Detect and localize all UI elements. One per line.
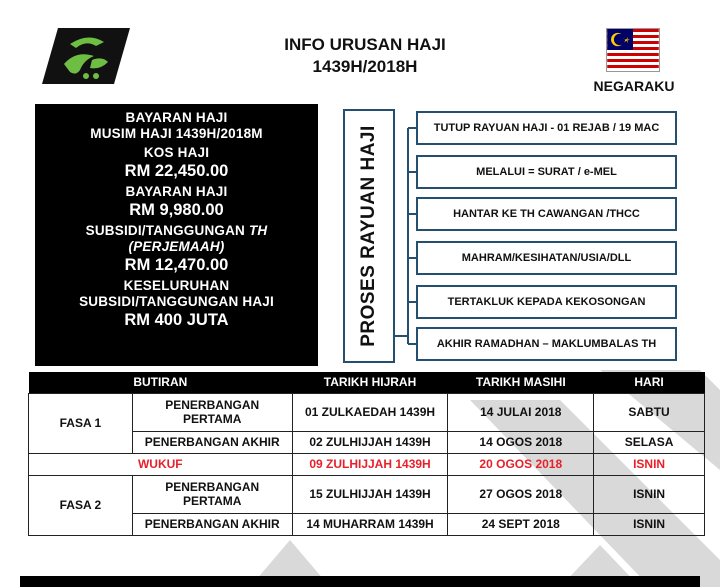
bayaran-haji-value: RM 9,980.00 <box>129 201 224 219</box>
row-4-item: PENERBANGAN PERTAMA <box>132 475 292 513</box>
fasa-2-label: FASA 2 <box>29 475 133 535</box>
subsidi-label <box>35 223 318 239</box>
bayaran-haji-label: BAYARAN HAJI <box>125 184 228 199</box>
table-row <box>29 475 705 513</box>
process-title: PROSES RAYUAN HAJI <box>358 125 379 347</box>
row-2-item: PENERBANGAN AKHIR <box>132 431 292 453</box>
page-title <box>220 34 510 78</box>
table-row <box>29 393 705 431</box>
title-line-2: 1439H/2018H <box>312 57 418 76</box>
process-step-4: MAHRAM/KESIHATAN/USIA/DLL <box>416 241 677 275</box>
summary-season: MUSIM HAJI 1439H/2018M <box>90 126 263 141</box>
subsidi-value: RM 12,470.00 <box>124 256 229 274</box>
schedule-table <box>28 372 705 536</box>
kos-haji-label: KOS HAJI <box>143 145 210 160</box>
process-step-6: AKHIR RAMADHAN – MAKLUMBALAS TH <box>416 327 677 361</box>
row-3-hijrah: 09 ZULHIJJAH 1439H <box>292 453 448 475</box>
row-4-hari: ISNIN <box>594 475 705 513</box>
header-tarikh-hijrah: TARIKH HIJRAH <box>292 372 448 393</box>
keseluruhan-value: RM 400 JUTA <box>124 311 229 329</box>
malaysia-flag-icon <box>606 28 660 72</box>
row-4-hijrah: 15 ZULHIJJAH 1439H <box>292 475 448 513</box>
row-1-item: PENERBANGAN PERTAMA <box>132 393 292 431</box>
keseluruhan-label-2: SUBSIDI/TANGGUNGAN HAJI <box>79 294 274 309</box>
header-tarikh-masihi: TARIKH MASIHI <box>448 372 594 393</box>
process-step-5: TERTAKLUK KEPADA KEKOSONGAN <box>416 285 677 319</box>
summary-heading: BAYARAN HAJI <box>125 110 228 125</box>
row-5-masihi: 24 SEPT 2018 <box>448 513 594 535</box>
keseluruhan-label-1: KESELURUHAN <box>123 278 230 293</box>
row-1-hari: SABTU <box>594 393 705 431</box>
header-butiran: BUTIRAN <box>29 372 293 393</box>
subsidi-label-text: SUBSIDI/TANGGUNGAN <box>85 223 245 238</box>
subsidi-label-2: (PERJEMAAH) <box>128 239 225 254</box>
row-3-masihi: 20 OGOS 2018 <box>448 453 594 475</box>
row-5-item: PENERBANGAN AKHIR <box>132 513 292 535</box>
tabung-haji-logo <box>40 26 132 86</box>
process-step-2: MELALUI = SURAT / e-MEL <box>416 155 677 189</box>
subsidi-label-th: TH <box>248 223 268 238</box>
row-1-masihi: 14 JULAI 2018 <box>448 393 594 431</box>
header-hari: HARI <box>594 372 705 393</box>
payment-summary-box <box>35 104 318 366</box>
flag-label: NEGARAKU <box>593 78 675 94</box>
kos-haji-value: RM 22,450.00 <box>124 162 229 180</box>
row-1-hijrah: 01 ZULKAEDAH 1439H <box>292 393 448 431</box>
row-2-hari: SELASA <box>594 431 705 453</box>
row-2-hijrah: 02 ZULHIJJAH 1439H <box>292 431 448 453</box>
table-header-row <box>29 372 705 393</box>
process-step-1: TUTUP RAYUAN HAJI - 01 REJAB / 19 MAC <box>416 111 677 145</box>
row-4-masihi: 27 OGOS 2018 <box>448 475 594 513</box>
process-title-box <box>343 109 395 363</box>
title-line-1: INFO URUSAN HAJI <box>284 35 446 54</box>
row-2-masihi: 14 OGOS 2018 <box>448 431 594 453</box>
process-step-3-text: HANTAR KE TH CAWANGAN /THCC <box>453 208 640 220</box>
row-5-hijrah: 14 MUHARRAM 1439H <box>292 513 448 535</box>
process-step-3 <box>416 197 677 231</box>
bottom-bar <box>20 576 700 587</box>
table-row-wukuf <box>29 453 705 475</box>
row-5-hari: ISNIN <box>594 513 705 535</box>
row-3-hari: ISNIN <box>594 453 705 475</box>
row-3-item: WUKUF <box>29 453 293 475</box>
fasa-1-label: FASA 1 <box>29 393 133 453</box>
